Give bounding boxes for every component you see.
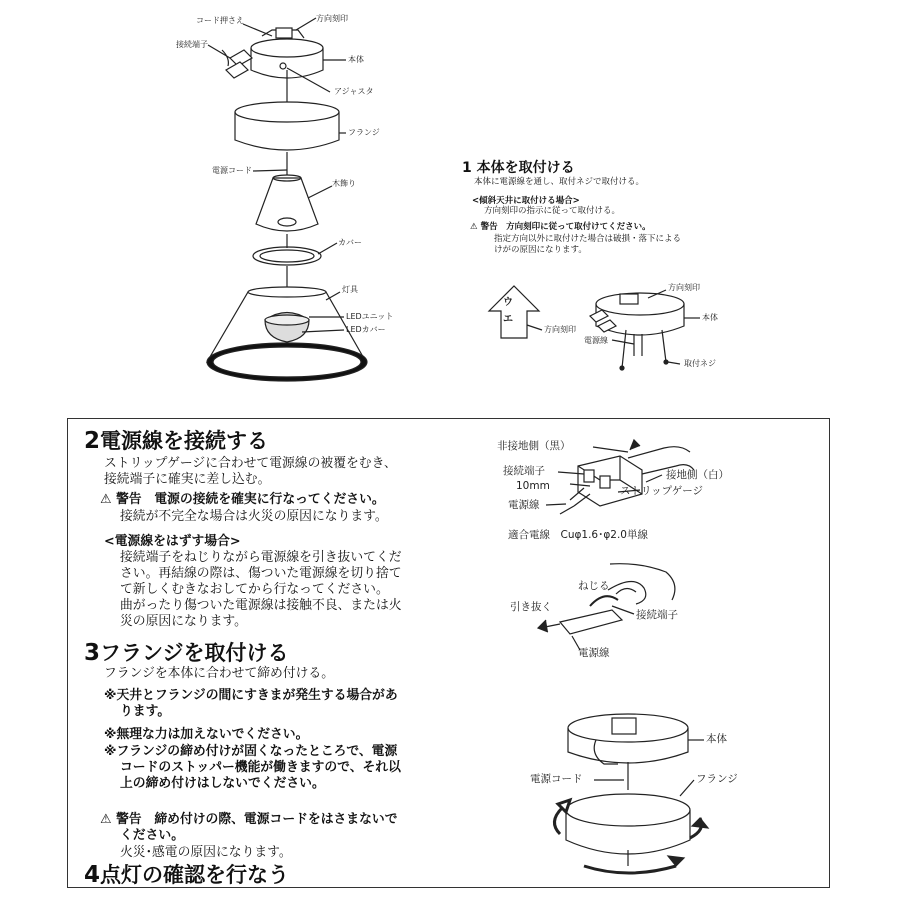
label-body: 本体 — [348, 55, 364, 64]
step2-remove-title: <電源線をはずす場合> — [104, 534, 241, 549]
label-wood-ornament: 木飾り — [332, 179, 356, 188]
step3-warning-desc: 火災･感電の原因になります。 — [120, 845, 292, 860]
label-step3-flange: フランジ — [696, 773, 738, 785]
step3-note1-2: ります。 — [120, 704, 171, 719]
label-wire-spec: 適合電線 Cuφ1.6･φ2.0単線 — [508, 529, 648, 541]
label-connector-terminal: 接続端子 — [503, 465, 545, 477]
step2-desc-2: 接続端子に確実に差し込む。 — [104, 472, 271, 487]
step2-remove-3: て新しくむきなおしてから行なってください。 — [120, 582, 389, 597]
step2-warning-title: 警告 電源の接続を確実に行なってください。 — [115, 492, 385, 507]
label-flange: フランジ — [348, 128, 380, 137]
label-cover: カバー — [338, 238, 362, 247]
label-wire: 電源線 — [508, 499, 540, 511]
label-step1-body: 本体 — [702, 313, 718, 322]
label-step3-body: 本体 — [706, 733, 727, 745]
label-led-cover: LEDカバー — [346, 325, 386, 334]
label-arrow-direction-mark: 方向刻印 — [544, 325, 576, 334]
label-strip-gauge: ストリップゲージ — [620, 485, 704, 497]
step3-title: フランジを取付ける — [100, 641, 289, 665]
label-cord-holder: コード押さえ — [196, 16, 244, 25]
step1-title: 本体を取付ける — [476, 160, 575, 176]
label-twist-terminal: 接続端子 — [636, 609, 678, 621]
step3-note3-2: コードのストッパー機能が働きますので、それ以 — [120, 760, 401, 775]
step2-warning-desc: 接続が不完全な場合は火災の原因になります。 — [120, 509, 388, 524]
warning-icon: ⚠ — [470, 222, 478, 232]
step2-remove-2: さい。再結線の際は、傷ついた電源線を切り捨て — [120, 566, 402, 581]
step1-warning-desc-2: けがの原因になります。 — [494, 245, 587, 255]
step1-warning-desc-1: 指定方向以外に取付けた場合は破損・落下による — [494, 234, 682, 244]
label-adjuster: アジャスタ — [334, 87, 374, 96]
label-terminal: 接続端子 — [176, 40, 208, 49]
label-pull: 引き抜く — [510, 601, 552, 613]
step4-number: 4 — [84, 862, 101, 888]
label-direction-mark: 方向刻印 — [316, 14, 348, 23]
arrow-text-u: ウ — [503, 297, 513, 308]
label-ground: 接地側（白） — [666, 469, 729, 481]
label-shade: 灯具 — [342, 285, 358, 294]
label-step3-power-cord: 電源コード — [530, 773, 583, 785]
step1-number: 1 — [462, 160, 472, 176]
warning-icon: ⚠ — [100, 492, 112, 507]
warning-icon: ⚠ — [100, 812, 112, 827]
label-power-cord: 電源コード — [212, 166, 252, 175]
step2-title: 電源線を接続する — [100, 429, 269, 453]
arrow-text-e: エ — [503, 314, 513, 325]
step1-desc: 本体に電源線を通し、取付ネジで取付ける。 — [474, 177, 645, 187]
step2-remove-1: 接続端子をねじりながら電源線を引き抜いてくだ — [120, 550, 402, 565]
label-10mm: 10mm — [516, 480, 550, 492]
step2-remove-5: 災の原因になります。 — [120, 614, 247, 629]
label-twist-wire: 電源線 — [578, 647, 610, 659]
step3-warning-title-2: ください。 — [120, 828, 184, 843]
step3-note2: ※無理な力は加えないでください。 — [104, 727, 309, 742]
label-step1-direction-mark: 方向刻印 — [668, 283, 700, 292]
step3-note1-1: ※天井とフランジの間にすきまが発生する場合があ — [104, 688, 398, 703]
step1-sub-desc: 方向刻印の指示に従って取付ける。 — [484, 206, 621, 216]
step3-warning-title-1: 警告 締め付けの際、電源コードをはさまないで — [115, 812, 398, 827]
step3-number: 3 — [84, 640, 101, 666]
step3-note3-1: ※フランジの締め付けが固くなったところで、電源 — [104, 744, 398, 759]
step1-warning-title: 警告 方向刻印に従って取付けてください。 — [480, 222, 651, 232]
step3-note3-3: 上の締め付けはしないでください。 — [120, 776, 325, 791]
step2-remove-4: 曲がったり傷ついた電源線は接触不良、または火 — [120, 598, 402, 613]
label-led-unit: LEDユニット — [346, 312, 394, 321]
step2-number: 2 — [84, 428, 101, 454]
step3-desc: フランジを本体に合わせて締め付ける。 — [104, 666, 335, 681]
step2-desc-1: ストリップゲージに合わせて電源線の被覆をむき、 — [104, 456, 397, 471]
label-twist: ねじる — [578, 580, 610, 592]
step1-sub-title: <傾斜天井に取付ける場合> — [472, 196, 580, 206]
label-step1-power-line: 電源線 — [584, 336, 608, 345]
label-step1-screw: 取付ネジ — [684, 359, 716, 368]
label-non-ground: 非接地側（黒） — [497, 440, 571, 452]
step4-title: 点灯の確認を行なう — [100, 863, 290, 887]
